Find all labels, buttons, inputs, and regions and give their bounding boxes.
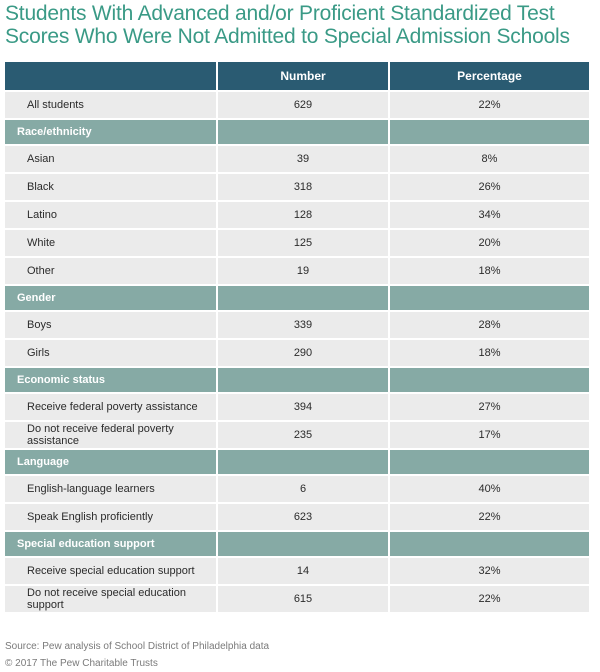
number-cell: 629 [218,92,390,120]
percentage-cell: 22% [390,586,589,614]
column-header-label [5,62,218,92]
category-number-cell [218,532,390,558]
row-label: Girls [5,340,218,368]
category-number-cell [218,368,390,394]
category-percentage-cell [390,120,589,146]
percentage-cell: 28% [390,312,589,340]
number-cell: 235 [218,422,390,450]
category-percentage-cell [390,532,589,558]
number-cell: 19 [218,258,390,286]
copyright-note: © 2017 The Pew Charitable Trusts [5,658,158,669]
table-row [5,146,589,174]
table-body [5,92,589,614]
number-cell: 394 [218,394,390,422]
category-row [5,286,589,312]
percentage-cell: 8% [390,146,589,174]
row-label: All students [5,92,218,120]
table-row [5,92,589,120]
row-label: Other [5,258,218,286]
table-row [5,558,589,586]
number-cell: 615 [218,586,390,614]
category-row [5,120,589,146]
number-cell: 39 [218,146,390,174]
number-cell: 318 [218,174,390,202]
category-number-cell [218,120,390,146]
table-row [5,312,589,340]
percentage-cell: 18% [390,258,589,286]
row-label: Do not receive special education support [5,586,218,614]
category-row [5,368,589,394]
number-cell: 339 [218,312,390,340]
data-table [5,62,589,614]
percentage-cell: 34% [390,202,589,230]
number-cell: 290 [218,340,390,368]
percentage-cell: 20% [390,230,589,258]
row-label: Receive federal poverty assistance [5,394,218,422]
table-row [5,340,589,368]
table-row [5,476,589,504]
row-label: Latino [5,202,218,230]
percentage-cell: 32% [390,558,589,586]
category-label: Race/ethnicity [5,120,218,146]
percentage-cell: 27% [390,394,589,422]
source-note: Source: Pew analysis of School District of Philadelphia data [5,641,270,652]
number-cell: 6 [218,476,390,504]
category-label: Gender [5,286,218,312]
percentage-cell: 26% [390,174,589,202]
column-header-percentage: Percentage [390,62,589,92]
category-percentage-cell [390,368,589,394]
category-label: Language [5,450,218,476]
row-label: Receive special education support [5,558,218,586]
table-row [5,504,589,532]
table-row [5,230,589,258]
row-label: Boys [5,312,218,340]
category-number-cell [218,450,390,476]
table-row [5,174,589,202]
category-row [5,532,589,558]
row-label: Asian [5,146,218,174]
percentage-cell: 22% [390,504,589,532]
row-label: Speak English proficiently [5,504,218,532]
percentage-cell: 22% [390,92,589,120]
table-row [5,586,589,614]
number-cell: 125 [218,230,390,258]
column-header-number: Number [218,62,390,92]
category-row [5,450,589,476]
row-label: White [5,230,218,258]
percentage-cell: 18% [390,340,589,368]
number-cell: 623 [218,504,390,532]
row-label: Do not receive federal poverty assistance [5,422,218,450]
chart-title: Students With Advanced and/or Proficient Standardized Test Scores Who Were Not Admitted to Special Admission Schools [5,2,570,48]
number-cell: 14 [218,558,390,586]
row-label: English-language learners [5,476,218,504]
category-number-cell [218,286,390,312]
row-label: Black [5,174,218,202]
percentage-cell: 17% [390,422,589,450]
table-row [5,394,589,422]
percentage-cell: 40% [390,476,589,504]
table-row [5,258,589,286]
number-cell: 128 [218,202,390,230]
category-label: Special education support [5,532,218,558]
category-percentage-cell [390,450,589,476]
table-row [5,422,589,450]
category-percentage-cell [390,286,589,312]
table-row [5,202,589,230]
table-header-row [5,62,589,92]
category-label: Economic status [5,368,218,394]
